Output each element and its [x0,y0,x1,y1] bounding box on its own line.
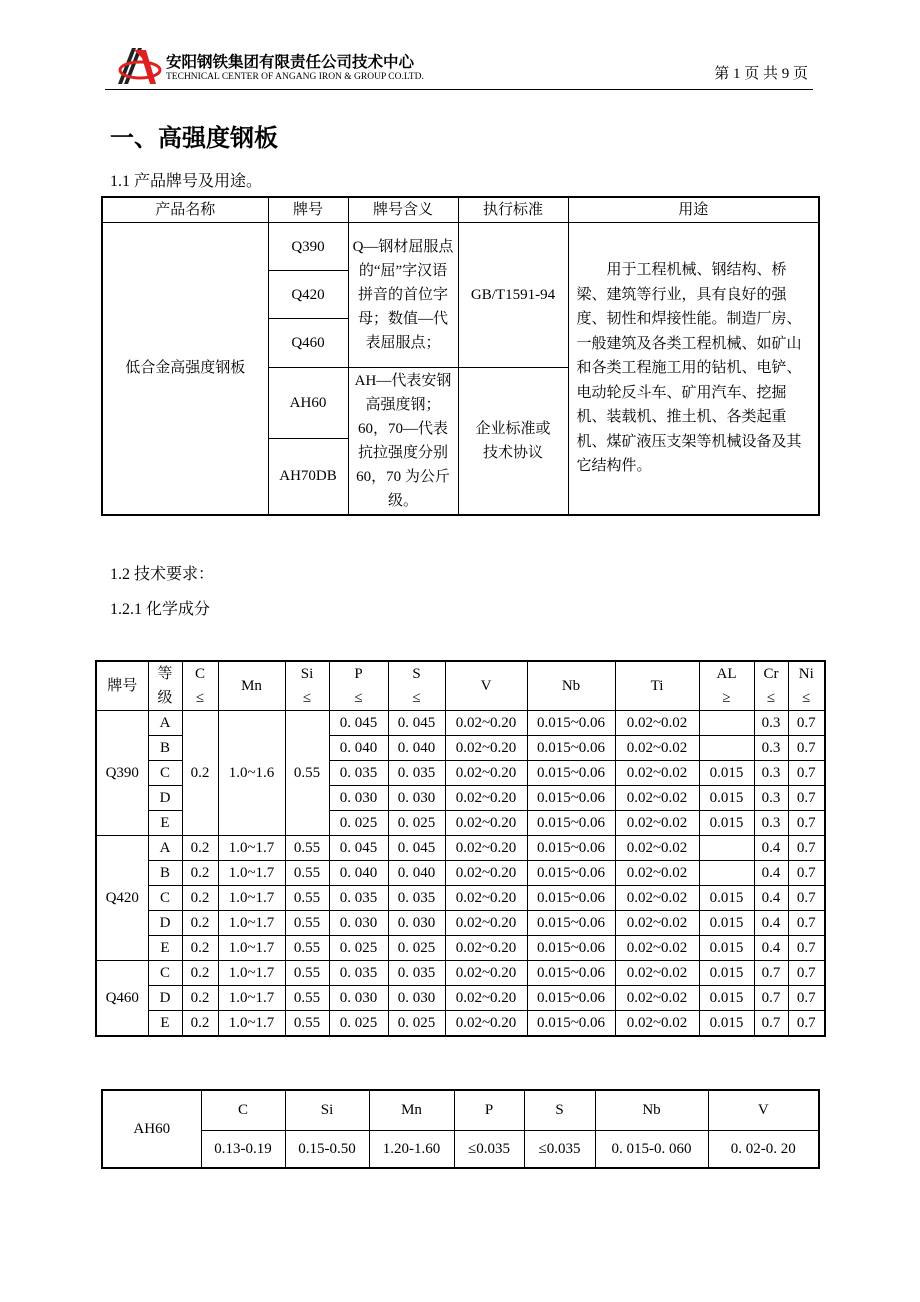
header-text: AL [716,666,737,682]
level-cell: A [148,711,182,736]
standard-cell: GB/T1591-94 [458,223,568,368]
header-cell [96,661,148,711]
grade-cell: Q420 [96,836,148,961]
level-cell: E [148,936,182,961]
value-cell: 0. 015-0. 060 [595,1130,708,1168]
table-row [102,223,819,271]
value-cell: ≤0.035 [524,1130,595,1168]
header-cell: P [454,1090,524,1130]
value-cell: 0. 045 [329,711,388,736]
header-cell [527,661,615,711]
table-header-row [102,197,819,223]
value-cell: 0.2 [182,911,218,936]
value-cell: 0.7 [788,936,825,961]
value-cell: 0.2 [182,886,218,911]
chemical-composition-table [95,660,826,1037]
ah60-composition-table [101,1089,820,1169]
value-cell: 0.02~0.02 [615,786,699,811]
value-cell: 0.02~0.20 [445,1011,527,1037]
standard-cell: 企业标准或技术协议 [458,368,568,515]
value-cell: 0.3 [754,736,788,761]
header-cell: S [524,1090,595,1130]
value-cell: 0.3 [754,786,788,811]
merged-cell: 0.55 [285,711,329,836]
header-cell: 牌号含义 [348,197,458,223]
company-name-cn: 安阳钢铁集团有限责任公司技术中心 [166,53,415,71]
value-cell: 0. 035 [388,761,445,786]
value-cell: 0.02~0.20 [445,711,527,736]
value-cell: 0.02~0.02 [615,811,699,836]
value-cell: 0.55 [285,936,329,961]
header-cell [754,661,788,711]
value-cell: 0.02~0.02 [615,961,699,986]
value-cell: 0.2 [182,861,218,886]
value-cell: 0.55 [285,986,329,1011]
value-cell: 0.015~0.06 [527,736,615,761]
value-cell: 0.7 [788,1011,825,1037]
grade-cell: Q460 [268,319,348,368]
value-cell: 0.02~0.02 [615,1011,699,1037]
table-row [96,986,825,1011]
header-text: Cr [763,666,779,682]
table-row [102,1130,819,1168]
value-cell: 0.02~0.20 [445,811,527,836]
table-row [96,911,825,936]
header-text: 等 [157,666,173,682]
level-cell: D [148,911,182,936]
value-cell: 0.2 [182,836,218,861]
value-cell: 0. 045 [388,836,445,861]
value-cell: 0.02~0.20 [445,861,527,886]
value-cell: 0.015 [699,811,754,836]
value-cell: 0.015 [699,986,754,1011]
table-row [96,861,825,886]
company-logo-icon [112,44,164,86]
header-cell [285,661,329,711]
value-cell: 0.55 [285,1011,329,1037]
value-cell: 0.4 [754,836,788,861]
value-cell: 0.3 [754,711,788,736]
value-cell: 0.3 [754,811,788,836]
header-text: ≤ [354,690,363,706]
value-cell: 0.02~0.20 [445,986,527,1011]
value-cell: 0.015~0.06 [527,761,615,786]
level-cell: B [148,736,182,761]
value-cell: 0.015 [699,961,754,986]
value-cell: 0. 045 [388,711,445,736]
value-cell: 0. 035 [388,961,445,986]
value-cell: 0. 030 [388,911,445,936]
value-cell: 0.015~0.06 [527,861,615,886]
header-cell: 执行标准 [458,197,568,223]
header-cell: Si [285,1090,369,1130]
value-cell: 0.3 [754,761,788,786]
header-cell [615,661,699,711]
level-cell: C [148,761,182,786]
header-cell: 产品名称 [102,197,268,223]
value-cell [699,836,754,861]
value-cell: 0. 025 [388,811,445,836]
header-text: S [412,666,421,682]
value-cell: 0. 035 [329,761,388,786]
table-row [96,836,825,861]
table-row [96,886,825,911]
value-cell: 0.015 [699,886,754,911]
value-cell: 0.015~0.06 [527,786,615,811]
grade-cell: Q390 [268,223,348,271]
value-cell: 0.015 [699,911,754,936]
value-cell: 0. 040 [329,736,388,761]
value-cell: 1.0~1.7 [218,861,285,886]
value-cell: 0.55 [285,911,329,936]
value-cell: 0.55 [285,886,329,911]
value-cell: 0.7 [788,761,825,786]
value-cell: 0.2 [182,986,218,1011]
value-cell: 0. 030 [329,786,388,811]
value-cell: 0. 040 [329,861,388,886]
value-cell: 0. 035 [388,886,445,911]
header-cell [699,661,754,711]
value-cell: 0.015~0.06 [527,911,615,936]
value-cell: 0.2 [182,936,218,961]
value-cell: 0.13-0.19 [201,1130,285,1168]
value-cell: 0.02~0.20 [445,736,527,761]
value-cell: 0.02~0.20 [445,936,527,961]
value-cell: 1.0~1.7 [218,936,285,961]
product-table [101,196,820,516]
value-cell: 0.7 [788,961,825,986]
value-cell: 0.02~0.02 [615,936,699,961]
value-cell: 0. 025 [388,1011,445,1037]
table-row [96,936,825,961]
value-cell: 0.015~0.06 [527,936,615,961]
value-cell: 1.0~1.7 [218,986,285,1011]
header-cell [182,661,218,711]
value-cell: 0.02~0.20 [445,836,527,861]
level-cell: A [148,836,182,861]
value-cell: 0.7 [788,886,825,911]
page-title: 一、高强度钢板 [110,123,278,152]
value-cell: 0.7 [788,786,825,811]
table-header-row [102,1090,819,1130]
level-cell: C [148,886,182,911]
value-cell: 0.55 [285,836,329,861]
merged-cell: 0.2 [182,711,218,836]
value-cell: 0.015~0.06 [527,961,615,986]
table-row [96,1011,825,1037]
value-cell: 0.7 [788,986,825,1011]
value-cell: 0.7 [788,836,825,861]
value-cell: 0.02~0.20 [445,786,527,811]
header-text: V [480,678,492,694]
value-cell: 0.2 [182,961,218,986]
value-cell: 0.02~0.20 [445,911,527,936]
value-cell: ≤0.035 [454,1130,524,1168]
section-heading-1-2: 1.2 技术要求： [110,566,215,583]
value-cell: 0.7 [788,736,825,761]
value-cell: 0.15-0.50 [285,1130,369,1168]
value-cell [699,736,754,761]
value-cell: 1.0~1.7 [218,961,285,986]
header-text: Ni [798,666,814,682]
value-cell: 0.55 [285,861,329,886]
merged-cell: 1.0~1.6 [218,711,285,836]
header-text: Mn [241,678,262,694]
value-cell: 1.0~1.7 [218,836,285,861]
value-cell: 0.7 [754,961,788,986]
value-cell: 0.015 [699,1011,754,1037]
value-cell: 0.02~0.02 [615,911,699,936]
header-cell [445,661,527,711]
value-cell: 0.02~0.20 [445,961,527,986]
grade-cell: Q390 [96,711,148,836]
header-text: 级 [157,690,173,706]
level-cell: E [148,811,182,836]
value-cell: 0.02~0.02 [615,711,699,736]
value-cell: 0.4 [754,861,788,886]
value-cell: 0. 035 [329,961,388,986]
value-cell: 0.02~0.20 [445,761,527,786]
value-cell: 0.4 [754,936,788,961]
value-cell: 0.2 [182,1011,218,1037]
usage-cell: 用于工程机械、钢结构、桥梁、建筑等行业，具有良好的强度、韧性和焊接性能。制造厂房、一般建筑及各类工程机械、如矿山和各类工程施工用的钻机、电铲、电动轮反斗车、矿用汽车、挖掘机、装载机、推土机、各类起重机、煤矿液压支架等机械设备及其它结构件。 [568,223,819,515]
table-row [96,711,825,736]
header-cell [388,661,445,711]
value-cell: 0.015~0.06 [527,886,615,911]
header-text: ≤ [195,690,205,706]
value-cell: 0. 025 [329,1011,388,1037]
header-cell [218,661,285,711]
section-heading-1-1: 1.1 产品牌号及用途。 [110,173,263,190]
header-cell: V [708,1090,819,1130]
value-cell: 0.7 [788,711,825,736]
value-cell: 0.015 [699,761,754,786]
header-cell: Nb [595,1090,708,1130]
value-cell [699,861,754,886]
value-cell: 0. 02-0. 20 [708,1130,819,1168]
header-text: Si [300,666,314,682]
header-text: ≤ [766,690,776,706]
company-name-en: TECHNICAL CENTER OF ANGANG IRON & GROUP CO.LTD. [166,72,424,82]
section-heading-1-2-1: 1.2.1 化学成分 [110,601,211,618]
value-cell: 1.0~1.7 [218,911,285,936]
header-cell: 牌号 [268,197,348,223]
value-cell: 0.02~0.02 [615,761,699,786]
value-cell: 0.015 [699,786,754,811]
value-cell: 0. 025 [388,936,445,961]
header-text: ≤ [802,690,811,706]
header-cell [148,661,182,711]
value-cell: 0.02~0.02 [615,861,699,886]
product-name: 低合金高强度钢板 [102,223,268,515]
header-text: 牌号 [107,678,138,694]
value-cell: 1.20-1.60 [369,1130,454,1168]
table-row [96,961,825,986]
value-cell: 0.7 [788,911,825,936]
value-cell: 0. 030 [388,786,445,811]
value-cell: 0. 040 [388,736,445,761]
value-cell: 0.015 [699,936,754,961]
level-cell: D [148,986,182,1011]
value-cell: 0.015~0.06 [527,836,615,861]
value-cell: 0.02~0.20 [445,886,527,911]
header-text: Ti [650,678,664,694]
header-text: ≤ [412,690,421,706]
header-divider [105,89,813,90]
value-cell: 0. 030 [329,986,388,1011]
value-cell: 0.02~0.02 [615,836,699,861]
value-cell: 0.015~0.06 [527,711,615,736]
value-cell: 0.7 [754,986,788,1011]
value-cell: 0. 040 [388,861,445,886]
value-cell: 1.0~1.7 [218,1011,285,1037]
grade-meaning: AH—代表安钢高强度钢；60，70—代表抗拉强度分别 60，70 为公斤级。 [348,368,458,515]
value-cell: 0. 045 [329,836,388,861]
value-cell: 0.015~0.06 [527,986,615,1011]
value-cell: 0.4 [754,886,788,911]
grade-cell: AH60 [102,1090,201,1168]
table-header-row [96,661,825,711]
header-text: Nb [561,678,581,694]
value-cell [699,711,754,736]
value-cell: 0.02~0.02 [615,886,699,911]
header-cell: 用途 [568,197,819,223]
value-cell: 0.02~0.02 [615,736,699,761]
level-cell: B [148,861,182,886]
header-cell [788,661,825,711]
header-text: C [194,666,205,682]
grade-meaning: Q—钢材屈服点的“屈”字汉语拼音的首位字母；数值—代表屈服点； [348,223,458,368]
level-cell: C [148,961,182,986]
page-indicator: 第 1 页 共 9 页 [714,66,808,82]
level-cell: E [148,1011,182,1037]
value-cell: 0. 030 [388,986,445,1011]
value-cell: 0. 035 [329,886,388,911]
header-text: ≥ [722,690,731,706]
header-text: P [354,666,363,682]
grade-cell: AH60 [268,368,348,439]
header-cell: C [201,1090,285,1130]
value-cell: 0. 030 [329,911,388,936]
value-cell: 0. 025 [329,936,388,961]
value-cell: 0.7 [788,811,825,836]
header-cell [329,661,388,711]
value-cell: 0.7 [788,861,825,886]
grade-cell: Q460 [96,961,148,1037]
grade-cell: AH70DB [268,439,348,515]
value-cell: 1.0~1.7 [218,886,285,911]
level-cell: D [148,786,182,811]
value-cell: 0.015~0.06 [527,1011,615,1037]
header-text: ≤ [302,690,312,706]
value-cell: 0.015~0.06 [527,811,615,836]
value-cell: 0.4 [754,911,788,936]
grade-cell: Q420 [268,271,348,319]
value-cell: 0. 025 [329,811,388,836]
value-cell: 0.7 [754,1011,788,1037]
value-cell: 0.02~0.02 [615,986,699,1011]
value-cell: 0.55 [285,961,329,986]
header-cell: Mn [369,1090,454,1130]
